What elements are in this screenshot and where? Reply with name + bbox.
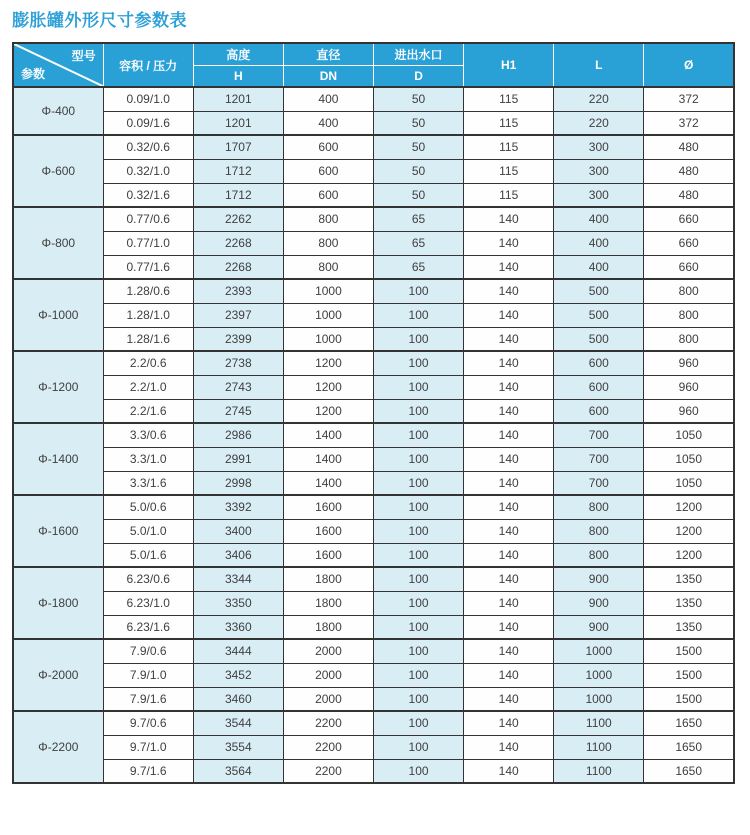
phi-cell: 1350 [644,591,734,615]
inlet-outlet-cell: 100 [374,519,464,543]
h1-cell: 115 [464,87,554,111]
model-cell: Φ-800 [13,207,103,279]
l-cell: 600 [554,351,644,375]
inlet-outlet-cell: 100 [374,279,464,303]
inlet-outlet-cell: 100 [374,639,464,663]
height-cell: 3406 [193,543,283,567]
model-cell: Φ-2000 [13,639,103,711]
phi-cell: 1200 [644,495,734,519]
height-cell: 1201 [193,111,283,135]
table-row [13,255,734,279]
table-row [13,111,734,135]
height-cell: 2745 [193,399,283,423]
l-cell: 300 [554,183,644,207]
table-row [13,375,734,399]
height-cell: 2986 [193,423,283,447]
h1-cell: 140 [464,399,554,423]
model-cell: Φ-1800 [13,567,103,639]
diameter-cell: 1400 [283,471,373,495]
l-cell: 1000 [554,663,644,687]
l-cell: 400 [554,255,644,279]
l-cell: 300 [554,135,644,159]
model-cell: Φ-1200 [13,351,103,423]
height-cell: 2268 [193,231,283,255]
table-row [13,495,734,519]
diameter-cell: 1600 [283,543,373,567]
h1-cell: 140 [464,639,554,663]
model-cell: Φ-1000 [13,279,103,351]
height-cell: 3360 [193,615,283,639]
diameter-cell: 2000 [283,639,373,663]
height-cell: 3460 [193,687,283,711]
height-cell: 2399 [193,327,283,351]
table-row [13,447,734,471]
height-cell: 3564 [193,759,283,783]
phi-cell: 480 [644,183,734,207]
h1-cell: 140 [464,711,554,735]
height-cell: 2393 [193,279,283,303]
l-cell: 1100 [554,759,644,783]
phi-cell: 800 [644,327,734,351]
l-cell: 220 [554,87,644,111]
height-cell: 3554 [193,735,283,759]
l-cell: 900 [554,567,644,591]
table-row [13,87,734,111]
inlet-outlet-cell: 100 [374,327,464,351]
phi-cell: 480 [644,135,734,159]
h1-cell: 140 [464,303,554,327]
height-cell: 3350 [193,591,283,615]
height-cell: 3452 [193,663,283,687]
h1-cell: 140 [464,759,554,783]
volume-pressure-cell: 1.28/1.6 [103,327,193,351]
h1-cell: 140 [464,471,554,495]
l-cell: 900 [554,615,644,639]
table-row [13,615,734,639]
diameter-cell: 1600 [283,495,373,519]
volume-pressure-cell: 0.09/1.0 [103,87,193,111]
phi-cell: 960 [644,399,734,423]
volume-pressure-cell: 1.28/0.6 [103,279,193,303]
phi-cell: 1200 [644,519,734,543]
volume-pressure-cell: 0.32/0.6 [103,135,193,159]
table-row [13,471,734,495]
height-cell: 1712 [193,159,283,183]
model-cell: Φ-1600 [13,495,103,567]
l-cell: 1100 [554,711,644,735]
l-cell: 700 [554,423,644,447]
params-header-label: 参数 [21,67,46,81]
diameter-cell: 800 [283,255,373,279]
height-cell: 2998 [193,471,283,495]
diameter-cell: 1200 [283,399,373,423]
h1-cell: 140 [464,207,554,231]
diameter-cell: 1000 [283,303,373,327]
phi-cell: 800 [644,303,734,327]
inlet-outlet-cell: 100 [374,567,464,591]
phi-cell: 1650 [644,759,734,783]
table-row [13,735,734,759]
model-cell: Φ-600 [13,135,103,207]
volume-pressure-cell: 3.3/1.6 [103,471,193,495]
phi-cell: 1050 [644,447,734,471]
h1-cell: 140 [464,447,554,471]
h1-cell: 140 [464,591,554,615]
inlet-outlet-cell: 100 [374,423,464,447]
inlet-outlet-cell: 100 [374,711,464,735]
h1-header: H1 [464,43,554,87]
l-header: L [554,43,644,87]
inlet-outlet-cell: 65 [374,207,464,231]
l-cell: 1000 [554,687,644,711]
height-cell: 1201 [193,87,283,111]
volume-pressure-cell: 7.9/1.6 [103,687,193,711]
table-row [13,639,734,663]
l-cell: 600 [554,375,644,399]
height-cell: 2397 [193,303,283,327]
h1-cell: 140 [464,663,554,687]
diameter-cell: 400 [283,87,373,111]
diameter-cell: 1400 [283,423,373,447]
h1-cell: 115 [464,135,554,159]
phi-cell: 1500 [644,639,734,663]
h1-cell: 140 [464,735,554,759]
volume-pressure-cell: 5.0/1.0 [103,519,193,543]
volume-pressure-cell: 7.9/1.0 [103,663,193,687]
height-cell: 1712 [193,183,283,207]
volume-pressure-cell: 0.77/1.6 [103,255,193,279]
h1-cell: 140 [464,615,554,639]
table-row [13,711,734,735]
l-cell: 500 [554,327,644,351]
h1-cell: 115 [464,159,554,183]
height-cell: 3544 [193,711,283,735]
h1-cell: 140 [464,327,554,351]
model-cell: Φ-400 [13,87,103,135]
volume-pressure-cell: 2.2/0.6 [103,351,193,375]
table-row [13,663,734,687]
phi-cell: 1650 [644,711,734,735]
height-cell: 2991 [193,447,283,471]
model-params-header-cell [13,43,103,87]
table-row [13,231,734,255]
inlet-outlet-cell: 65 [374,231,464,255]
h1-cell: 140 [464,255,554,279]
inlet-outlet-cell: 100 [374,759,464,783]
phi-cell: 660 [644,207,734,231]
table-body [13,87,734,783]
inlet-outlet-cell: 100 [374,303,464,327]
spec-table [12,42,735,784]
height-header: 高度 [193,43,283,65]
volume-pressure-cell: 2.2/1.0 [103,375,193,399]
volume-pressure-cell: 9.7/1.0 [103,735,193,759]
diameter-cell: 600 [283,135,373,159]
h1-cell: 115 [464,183,554,207]
phi-cell: 1050 [644,471,734,495]
table-row [13,135,734,159]
h1-cell: 140 [464,231,554,255]
l-cell: 600 [554,399,644,423]
h1-cell: 140 [464,495,554,519]
inlet-outlet-cell: 100 [374,495,464,519]
phi-cell: 372 [644,111,734,135]
inlet-outlet-sub-header: D [374,65,464,87]
table-header [13,43,734,87]
table-row [13,279,734,303]
h1-cell: 140 [464,423,554,447]
inlet-outlet-cell: 100 [374,591,464,615]
diameter-cell: 800 [283,207,373,231]
phi-cell: 960 [644,375,734,399]
h1-cell: 140 [464,519,554,543]
inlet-outlet-cell: 50 [374,183,464,207]
l-cell: 1000 [554,639,644,663]
inlet-outlet-cell: 50 [374,159,464,183]
phi-cell: 1500 [644,663,734,687]
inlet-outlet-cell: 65 [374,255,464,279]
height-sub-header: H [193,65,283,87]
diameter-cell: 1600 [283,519,373,543]
volume-pressure-cell: 0.77/0.6 [103,207,193,231]
phi-cell: 1200 [644,543,734,567]
model-cell: Φ-2200 [13,711,103,783]
diameter-cell: 800 [283,231,373,255]
volume-pressure-cell: 7.9/0.6 [103,639,193,663]
h1-cell: 140 [464,687,554,711]
l-cell: 400 [554,231,644,255]
inlet-outlet-cell: 50 [374,111,464,135]
l-cell: 800 [554,543,644,567]
height-cell: 2268 [193,255,283,279]
diameter-cell: 600 [283,183,373,207]
volume-pressure-cell: 3.3/0.6 [103,423,193,447]
volume-pressure-cell: 1.28/1.0 [103,303,193,327]
inlet-outlet-cell: 100 [374,735,464,759]
diameter-cell: 2200 [283,711,373,735]
phi-cell: 660 [644,231,734,255]
table-row [13,591,734,615]
volume-pressure-cell: 5.0/1.6 [103,543,193,567]
volume-pressure-header: 容积 / 压力 [103,43,193,87]
table-row [13,351,734,375]
volume-pressure-cell: 6.23/0.6 [103,567,193,591]
l-cell: 900 [554,591,644,615]
inlet-outlet-cell: 100 [374,351,464,375]
h1-cell: 140 [464,543,554,567]
diameter-cell: 1200 [283,351,373,375]
phi-cell: 1350 [644,567,734,591]
diameter-header: 直径 [283,43,373,65]
l-cell: 1100 [554,735,644,759]
height-cell: 3392 [193,495,283,519]
phi-cell: 372 [644,87,734,111]
height-cell: 2743 [193,375,283,399]
volume-pressure-cell: 5.0/0.6 [103,495,193,519]
table-row [13,567,734,591]
inlet-outlet-cell: 100 [374,687,464,711]
volume-pressure-cell: 9.7/0.6 [103,711,193,735]
table-row [13,543,734,567]
l-cell: 700 [554,471,644,495]
inlet-outlet-cell: 100 [374,447,464,471]
diameter-cell: 1000 [283,327,373,351]
l-cell: 500 [554,303,644,327]
h1-cell: 140 [464,567,554,591]
table-row [13,327,734,351]
l-cell: 700 [554,447,644,471]
table-row [13,687,734,711]
inlet-outlet-cell: 100 [374,663,464,687]
height-cell: 1707 [193,135,283,159]
volume-pressure-cell: 0.32/1.6 [103,183,193,207]
l-cell: 800 [554,495,644,519]
inlet-outlet-header: 进出水口 [374,43,464,65]
inlet-outlet-cell: 100 [374,471,464,495]
inlet-outlet-cell: 50 [374,87,464,111]
diameter-cell: 1800 [283,615,373,639]
inlet-outlet-cell: 50 [374,135,464,159]
diameter-cell: 2000 [283,687,373,711]
height-cell: 3400 [193,519,283,543]
phi-cell: 1050 [644,423,734,447]
table-row [13,207,734,231]
inlet-outlet-cell: 100 [374,543,464,567]
diameter-cell: 2200 [283,735,373,759]
diameter-cell: 1400 [283,447,373,471]
phi-cell: 480 [644,159,734,183]
volume-pressure-cell: 0.32/1.0 [103,159,193,183]
inlet-outlet-cell: 100 [374,615,464,639]
diameter-cell: 1800 [283,567,373,591]
diameter-cell: 2200 [283,759,373,783]
volume-pressure-cell: 6.23/1.0 [103,591,193,615]
diameter-sub-header: DN [283,65,373,87]
table-row [13,303,734,327]
phi-cell: 1500 [644,687,734,711]
phi-cell: 960 [644,351,734,375]
phi-cell: 660 [644,255,734,279]
volume-pressure-cell: 2.2/1.6 [103,399,193,423]
diameter-cell: 1000 [283,279,373,303]
h1-cell: 115 [464,111,554,135]
height-cell: 3344 [193,567,283,591]
phi-cell: 1650 [644,735,734,759]
page-title: 膨胀罐外形尺寸参数表 [12,11,187,30]
table-row [13,519,734,543]
diameter-cell: 1200 [283,375,373,399]
diameter-cell: 1800 [283,591,373,615]
h1-cell: 140 [464,351,554,375]
height-cell: 3444 [193,639,283,663]
height-cell: 2262 [193,207,283,231]
model-cell: Φ-1400 [13,423,103,495]
l-cell: 800 [554,519,644,543]
phi-cell: 1350 [644,615,734,639]
l-cell: 400 [554,207,644,231]
table-row [13,759,734,783]
inlet-outlet-cell: 100 [374,375,464,399]
volume-pressure-cell: 6.23/1.6 [103,615,193,639]
diameter-cell: 400 [283,111,373,135]
volume-pressure-cell: 3.3/1.0 [103,447,193,471]
table-row [13,399,734,423]
h1-cell: 140 [464,375,554,399]
table-row [13,423,734,447]
phi-header: Ø [644,43,734,87]
model-header-label: 型号 [71,49,96,63]
l-cell: 220 [554,111,644,135]
h1-cell: 140 [464,279,554,303]
inlet-outlet-cell: 100 [374,399,464,423]
volume-pressure-cell: 0.09/1.6 [103,111,193,135]
diameter-cell: 2000 [283,663,373,687]
height-cell: 2738 [193,351,283,375]
volume-pressure-cell: 0.77/1.0 [103,231,193,255]
volume-pressure-cell: 9.7/1.6 [103,759,193,783]
table-row [13,159,734,183]
l-cell: 300 [554,159,644,183]
l-cell: 500 [554,279,644,303]
diameter-cell: 600 [283,159,373,183]
phi-cell: 800 [644,279,734,303]
table-row [13,183,734,207]
